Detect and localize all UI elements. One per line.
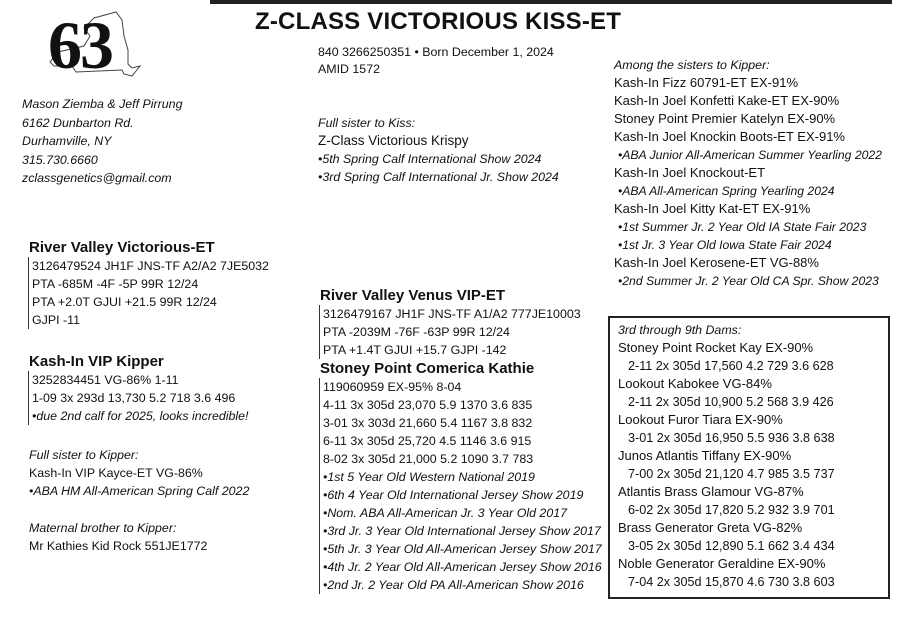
grandsire-name: River Valley Venus VIP-ET	[320, 287, 506, 304]
owner-block	[22, 95, 182, 188]
owner-phone: 315.730.6660	[22, 152, 98, 167]
sister-name: Stoney Point Premier Katelyn EX-90%	[614, 111, 836, 126]
section-heading: Among the sisters to Kipper:	[614, 58, 770, 72]
sister-name: Kash-In Joel Kitty Kat-ET EX-91%	[614, 201, 811, 216]
registration-line: 840 3266250351 • Born December 1, 2024	[318, 45, 554, 59]
owner-names: Mason Ziemba & Jeff Pirrung	[22, 97, 183, 111]
production-record: 3-01 2x 305d 16,950 5.5 936 3.8 638	[628, 431, 835, 445]
dams-box	[608, 316, 890, 599]
award-line: •3rd Jr. 3 Year Old International Jersey Show 2017	[323, 524, 601, 538]
pedigree-line: PTA +1.4T GJUI +15.7 GJPI -142	[323, 343, 507, 357]
pedigree-line: 3126479524 JH1F JNS-TF A2/A2 7JE5032	[32, 259, 269, 273]
sister-name: Kash-In VIP Kayce-ET VG-86%	[29, 466, 203, 480]
sister-name: Kash-In Joel Knockin Boots-ET EX-91%	[614, 129, 845, 144]
production-record: 7-04 2x 305d 15,870 4.6 730 3.8 603	[628, 575, 835, 589]
sister-name: Kash-In Joel Konfetti Kake-ET EX-90%	[614, 93, 840, 108]
section-heading: 3rd through 9th Dams:	[618, 323, 742, 337]
pedigree-line: 1-09 3x 293d 13,730 5.2 718 3.6 496	[32, 391, 236, 405]
dam-name: Noble Generator Geraldine EX-90%	[618, 556, 826, 571]
award-line: •Nom. ABA All-American Jr. 3 Year Old 2017	[323, 506, 567, 520]
owner-street: 6162 Dunbarton Rd.	[22, 115, 134, 130]
dams-list	[618, 339, 888, 591]
dam-name: Junos Atlantis Tiffany EX-90%	[618, 448, 792, 463]
lot-number: 63	[48, 7, 112, 83]
award-line: •2nd Jr. 2 Year Old PA All-American Show 2016	[323, 578, 584, 592]
granddam-name: Stoney Point Comerica Kathie	[320, 360, 535, 377]
production-record: 2-11 2x 305d 17,560 4.2 729 3.6 628	[628, 359, 834, 373]
sire-block	[29, 238, 269, 329]
owner-email: zclassgenetics@gmail.com	[22, 171, 172, 185]
dam-name: Stoney Point Rocket Kay EX-90%	[618, 340, 814, 355]
dam-name: Atlantis Brass Glamour VG-87%	[618, 484, 804, 499]
section-heading: Full sister to Kipper:	[29, 448, 139, 462]
production-record: 6-02 2x 305d 17,820 5.2 932 3.9 701	[628, 503, 835, 517]
pedigree-line: 3126479167 JH1F JNS-TF A1/A2 777JE10003	[323, 307, 581, 321]
award-line: •6th 4 Year Old International Jersey Show 2019	[323, 488, 584, 502]
production-record: 6-11 3x 305d 25,720 4.5 1146 3.6 915	[323, 434, 532, 448]
maternal-brother-block	[29, 519, 207, 555]
dam-name: Brass Generator Greta VG-82%	[618, 520, 803, 535]
section-heading: Full sister to Kiss:	[318, 116, 416, 130]
owner-city: Durhamville, NY	[22, 134, 112, 148]
production-record: 3-05 2x 305d 12,890 5.1 662 3.4 434	[628, 539, 835, 553]
pedigree-line: GJPI -11	[32, 313, 80, 327]
award-line: •ABA All-American Spring Yearling 2024	[618, 184, 835, 198]
award-line: •3rd Spring Calf International Jr. Show 2024	[318, 170, 559, 184]
dam-note: •due 2nd calf for 2025, looks incredible!	[32, 409, 249, 423]
dam-block	[29, 352, 249, 425]
award-line: •1st Summer Jr. 2 Year Old IA State Fair 2023	[618, 220, 867, 234]
award-line: •5th Jr. 3 Year Old All-American Jersey Show 2017	[323, 542, 602, 556]
pedigree-line: PTA +2.0T GJUI +21.5 99R 12/24	[32, 295, 217, 309]
sisters-to-kipper-block	[614, 56, 882, 290]
pedigree-line: 119060959 EX-95% 8-04	[323, 380, 462, 394]
sister-name: Kash-In Fizz 60791-ET EX-91%	[614, 75, 799, 90]
amid-line: AMID 1572	[318, 62, 380, 76]
sister-name: Kash-In Joel Kerosene-ET VG-88%	[614, 255, 819, 270]
dam-name: Lookout Furor Tiara EX-90%	[618, 412, 783, 427]
sisters-list	[614, 74, 882, 290]
production-record: 2-11 2x 305d 10,900 5.2 568 3.9 426	[628, 395, 834, 409]
section-heading: Maternal brother to Kipper:	[29, 521, 177, 535]
full-sister-kipper-block	[29, 446, 249, 500]
page-title: Z-CLASS VICTORIOUS KISS-ET	[255, 8, 622, 35]
full-sister-kiss-block	[318, 114, 559, 186]
award-line: •5th Spring Calf International Show 2024	[318, 152, 542, 166]
brother-name: Mr Kathies Kid Rock 551JE1772	[29, 539, 208, 553]
header-rule	[210, 0, 892, 4]
pedigree-line: PTA -2039M -76F -63P 99R 12/24	[323, 325, 510, 339]
award-line: •4th Jr. 2 Year Old All-American Jersey Show 2016	[323, 560, 602, 574]
award-line: •2nd Summer Jr. 2 Year Old CA Spr. Show 2023	[618, 274, 879, 288]
maternal-grandsire-block	[320, 286, 581, 359]
pedigree-line: 3252834451 VG-86% 1-11	[32, 373, 179, 387]
sister-name: Z-Class Victorious Krispy	[318, 133, 469, 148]
award-line: •1st 5 Year Old Western National 2019	[323, 470, 535, 484]
award-line: •1st Jr. 3 Year Old Iowa State Fair 2024	[618, 238, 832, 252]
pedigree-line: PTA -685M -4F -5P 99R 12/24	[32, 277, 199, 291]
production-record: 7-00 2x 305d 21,120 4.7 985 3.5 737	[628, 467, 835, 481]
granddam-block	[320, 359, 602, 594]
sire-name: River Valley Victorious-ET	[29, 239, 215, 256]
dam-name: Kash-In VIP Kipper	[29, 353, 164, 370]
award-line: •ABA HM All-American Spring Calf 2022	[29, 484, 250, 498]
production-record: 4-11 3x 305d 23,070 5.9 1370 3.6 835	[323, 398, 533, 412]
sister-name: Kash-In Joel Knockout-ET	[614, 165, 766, 180]
production-record: 3-01 3x 303d 21,660 5.4 1167 3.8 832	[323, 416, 533, 430]
dam-name: Lookout Kabokee VG-84%	[618, 376, 772, 391]
production-record: 8-02 3x 305d 21,000 5.2 1090 3.7 783	[323, 452, 534, 466]
award-line: •ABA Junior All-American Summer Yearling 2022	[618, 148, 882, 162]
